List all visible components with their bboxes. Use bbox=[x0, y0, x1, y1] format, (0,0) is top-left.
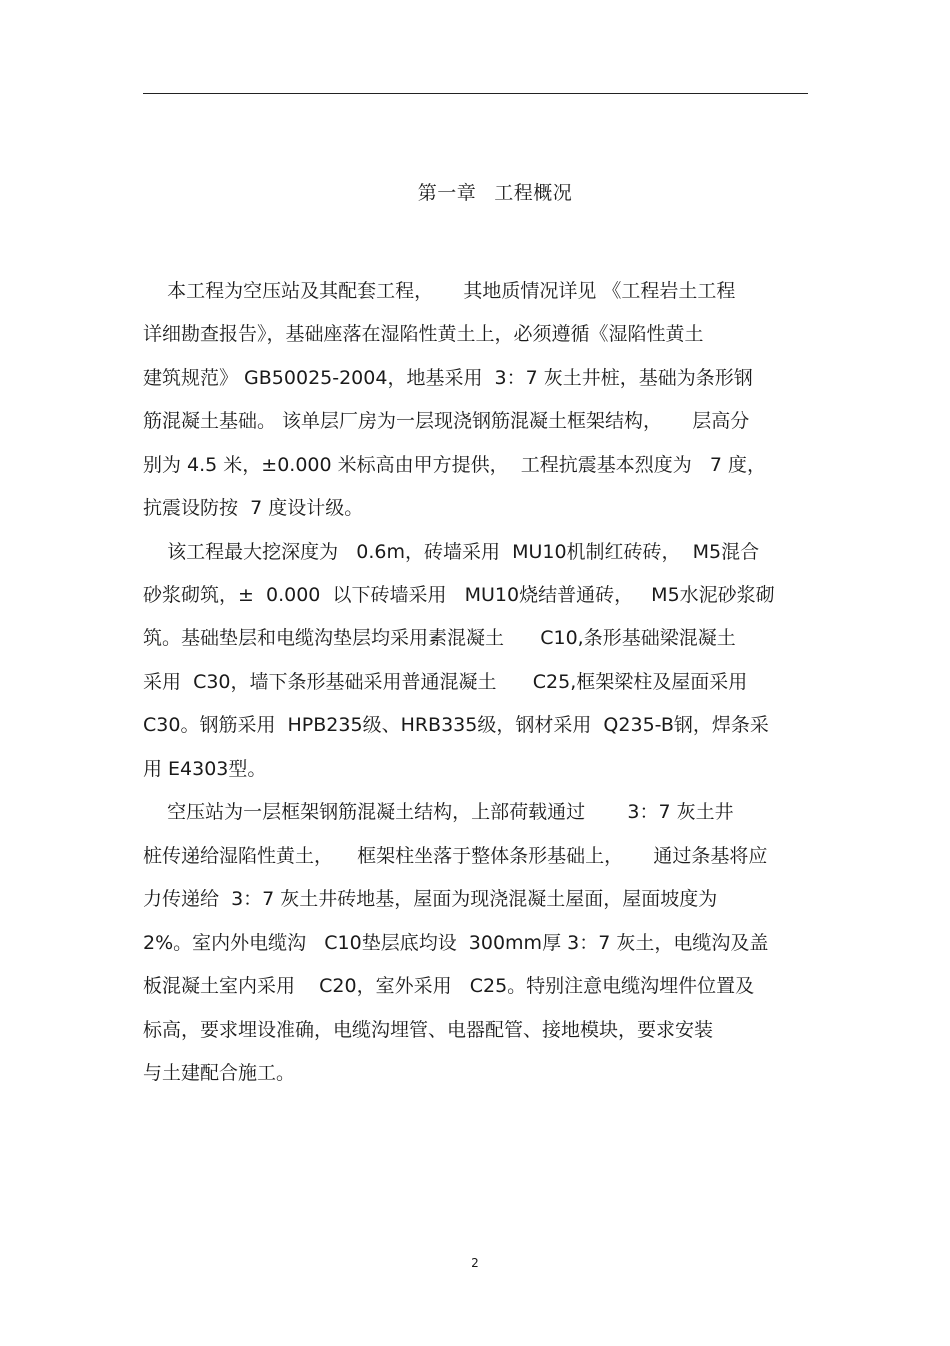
text-line: 桩传递给湿陷性黄土， 框架柱坐落于整体条形基础上， 通过条基将应 bbox=[143, 845, 768, 867]
chapter-heading bbox=[0, 178, 950, 205]
text-line: 力传递给 3：7 灰土井砖地基，屋面为现浇混凝土屋面，屋面坡度为 bbox=[143, 888, 718, 910]
text-line: 采用 C30，墙下条形基础采用普通混凝土 C25,框架梁柱及屋面采用 bbox=[143, 671, 748, 693]
text-line: 用 E4303型。 bbox=[143, 758, 267, 780]
text-line: 详细勘查报告》，基础座落在湿陷性黄土上，必须遵循《湿陷性黄土 bbox=[143, 323, 704, 345]
text-line: 与土建配合施工。 bbox=[143, 1062, 296, 1084]
header-rule bbox=[143, 93, 808, 94]
chapter-title: 工程概况 bbox=[494, 182, 573, 204]
text-line: 板混凝土室内采用 C20，室外采用 C25。特别注意电缆沟埋件位置及 bbox=[143, 975, 755, 997]
page-number: 2 bbox=[471, 1256, 479, 1270]
text-line: 该工程最大挖深度为 0.6m，砖墙采用 MU10机制红砖砖， M5混合 bbox=[143, 541, 760, 563]
chapter-number: 第一章 bbox=[417, 182, 477, 204]
text-line: 别为 4.5 米，±0.000 米标高由甲方提供， 工程抗震基本烈度为 7 度， bbox=[143, 454, 766, 476]
text-line: 空压站为一层框架钢筋混凝土结构，上部荷载通过 3：7 灰土井 bbox=[143, 801, 734, 823]
text-line: 砂浆砌筑，± 0.000 以下砖墙采用 MU10烧结普通砖， M5水泥砂浆砌 bbox=[143, 584, 775, 606]
text-line: 筋混凝土基础。 该单层厂房为一层现浇钢筋混凝土框架结构， 层高分 bbox=[143, 410, 750, 432]
text-line: 筑。基础垫层和电缆沟垫层均采用素混凝土 C10,条形基础梁混凝土 bbox=[143, 627, 736, 649]
text-line: 抗震设防按 7 度设计级。 bbox=[143, 497, 364, 519]
text-line: 标高，要求埋设准确，电缆沟埋管、电器配管、接地模块，要求安装 bbox=[143, 1019, 714, 1041]
text-line: 建筑规范》 GB50025-2004，地基采用 3：7 灰土井桩，基础为条形钢 bbox=[143, 367, 753, 389]
text-line: C30。钢筋采用 HPB235级、HRB335级，钢材采用 Q235-B钢，焊条采 bbox=[143, 714, 769, 736]
text-line: 2%。室内外电缆沟 C10垫层底均设 300mm厚 3：7 灰土，电缆沟及盖 bbox=[143, 932, 769, 954]
text-line: 本工程为空压站及其配套工程， 其地质情况详见 《工程岩土工程 bbox=[143, 280, 736, 302]
